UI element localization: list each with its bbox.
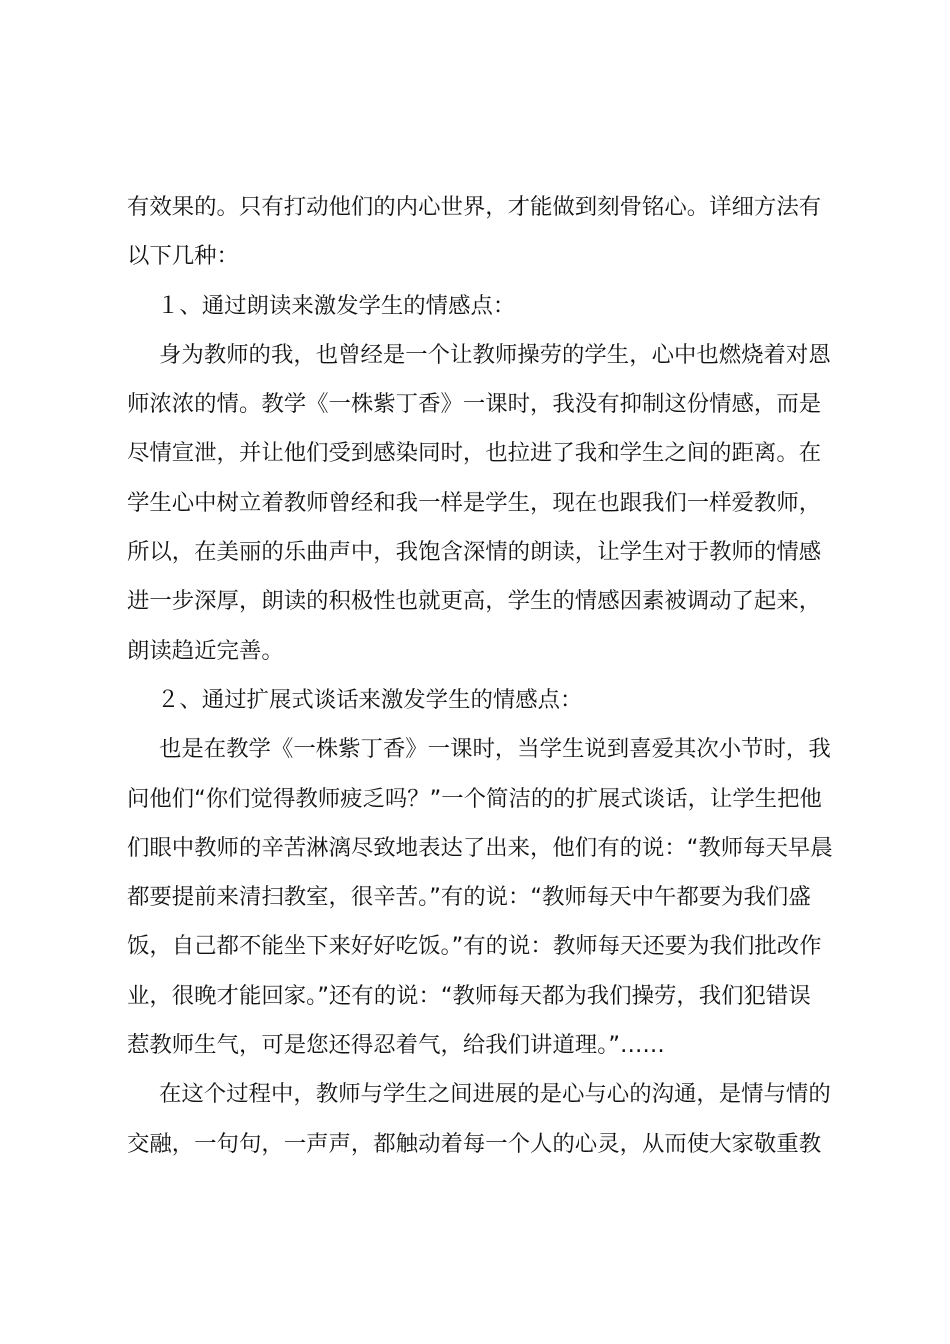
section-heading-1: １、通过朗读来激发学生的情感点： bbox=[157, 292, 516, 319]
text-line: 以下几种： bbox=[127, 243, 239, 270]
text-line: 交融，一句句，一声声，都触动着每一个人的心灵，从而使大家敬重教 bbox=[127, 1130, 822, 1157]
text-line: 业，很晚才能回家。”还有的说：“教师每天都为我们操劳，我们犯错误 bbox=[127, 982, 811, 1009]
text-line: 学生心中树立着教师曾经和我一样是学生，现在也跟我们一样爱教师， bbox=[127, 489, 822, 516]
text-line: 尽情宣泄，并让他们受到感染同时，也拉进了我和学生之间的距离。在 bbox=[127, 440, 822, 467]
text-line: 也是在教学《一株紫丁香》一课时，当学生说到喜爱其次小节时，我 bbox=[159, 736, 831, 763]
text-line: 问他们“你们觉得教师疲乏吗？”一个简洁的的扩展式谈话，让学生把他 bbox=[127, 785, 822, 812]
text-line: 饭，自己都不能坐下来好好吃饭。”有的说：教师每天还要为我们批改作 bbox=[127, 933, 822, 960]
text-line: 惹教师生气，可是您还得忍着气，给我们讲道理。”…… bbox=[127, 1032, 665, 1059]
text-line: 进一步深厚，朗读的积极性也就更高，学生的情感因素被调动了起来， bbox=[127, 588, 822, 615]
section-heading-2: ２、通过扩展式谈话来激发学生的情感点： bbox=[157, 686, 583, 713]
text-line: 所以，在美丽的乐曲声中，我饱含深情的朗读，让学生对于教师的情感 bbox=[127, 539, 822, 566]
text-line: 身为教师的我，也曾经是一个让教师操劳的学生，心中也燃烧着对恩 bbox=[159, 341, 831, 368]
text-line: 在这个过程中，教师与学生之间进展的是心与心的沟通，是情与情的 bbox=[159, 1081, 831, 1108]
text-line: 们眼中教师的辛苦淋漓尽致地表达了出来，他们有的说：“教师每天早晨 bbox=[127, 834, 833, 861]
text-line: 都要提前来清扫教室，很辛苦。”有的说：“教师每天中午都要为我们盛 bbox=[127, 884, 811, 911]
text-line: 朗读趋近完善。 bbox=[127, 637, 284, 664]
text-line: 师浓浓的情。教学《一株紫丁香》一课时，我没有抑制这份情感，而是 bbox=[127, 391, 822, 418]
text-line: 有效果的。只有打动他们的内心世界，才能做到刻骨铭心。详细方法有 bbox=[127, 194, 822, 220]
document-body bbox=[127, 183, 835, 1169]
